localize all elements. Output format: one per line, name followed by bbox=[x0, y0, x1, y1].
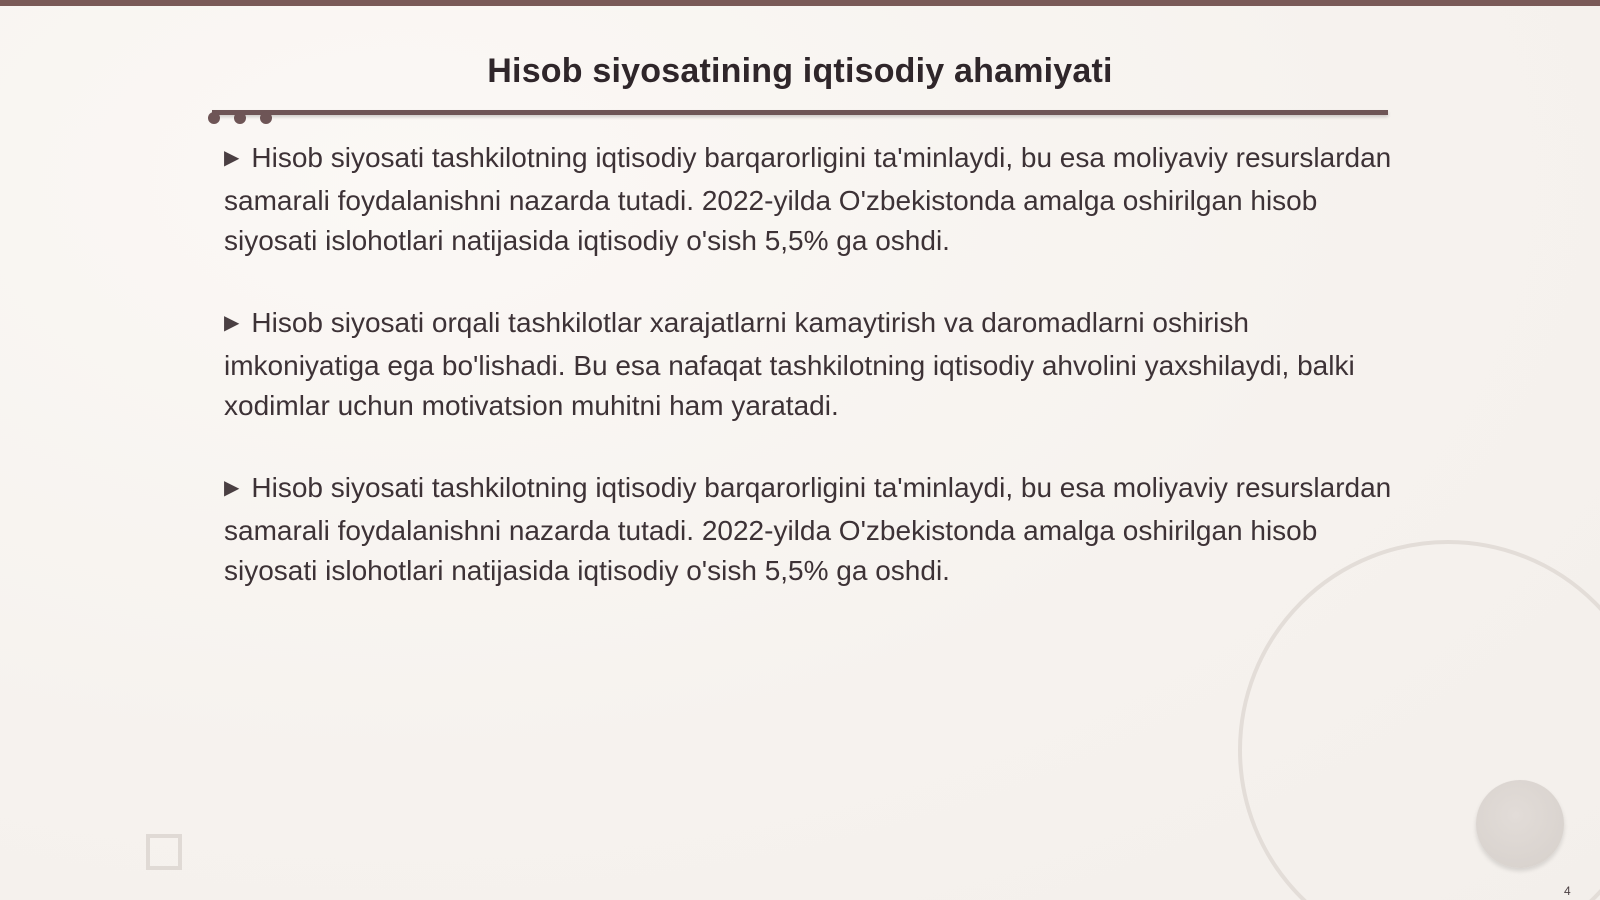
bullet-text: Hisob siyosati orqali tashkilotlar xarajatlarni kamaytirish va daromadlarni oshirish imkoniyatiga ega bo'lishadi. Bu esa nafaqat tashkilotning iqtisodiy ahvolini yaxshilaydi, balki xodimlar uchun motivatsion muhitni ham yaratadi. bbox=[224, 307, 1355, 421]
title-dot-icon bbox=[260, 112, 272, 124]
bullet-item bbox=[224, 138, 1394, 261]
bullet-text: Hisob siyosati tashkilotning iqtisodiy barqarorligini ta'minlaydi, bu esa moliyaviy resurslardan samarali foydalanishni nazarda tutadi. 2022-yilda O'zbekistonda amalga oshirilgan hisob siyosati islohotlari natijasida iqtisodiy o'sish 5,5% ga oshdi. bbox=[224, 472, 1392, 586]
bullet-item bbox=[224, 303, 1394, 426]
title-underline bbox=[212, 110, 1388, 115]
title-dot-icon bbox=[234, 112, 246, 124]
bullet-list bbox=[224, 138, 1394, 633]
triangle-right-icon: ▶ bbox=[224, 477, 240, 499]
bullet-text: Hisob siyosati tashkilotning iqtisodiy barqarorligini ta'minlaydi, bu esa moliyaviy resurslardan samarali foydalanishni nazarda tutadi. 2022-yilda O'zbekistonda amalga oshirilgan hisob siyosati islohotlari natijasida iqtisodiy o'sish 5,5% ga oshdi. bbox=[224, 142, 1392, 256]
triangle-right-icon: ▶ bbox=[224, 147, 240, 169]
triangle-right-icon: ▶ bbox=[224, 312, 240, 334]
title-dot-icon bbox=[208, 112, 220, 124]
decorative-disc bbox=[1476, 780, 1564, 868]
page-number: 4 bbox=[1564, 884, 1571, 898]
slide-title: Hisob siyosatining iqtisodiy ahamiyati bbox=[487, 52, 1113, 90]
decorative-square-outline bbox=[146, 834, 182, 870]
top-accent-bar bbox=[0, 0, 1600, 6]
bullet-item bbox=[224, 468, 1394, 591]
